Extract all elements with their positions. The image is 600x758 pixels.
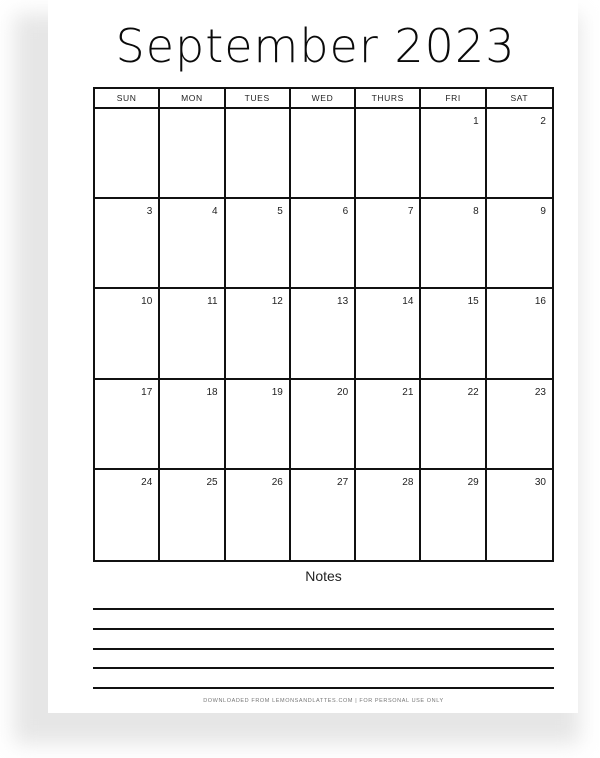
day-number: 5 [277, 206, 283, 218]
day-cell [487, 289, 552, 379]
empty-day-cell [356, 109, 421, 199]
day-number: 19 [271, 386, 283, 398]
day-number: 23 [534, 386, 546, 398]
day-cell [226, 289, 291, 379]
day-number: 29 [467, 476, 479, 488]
day-cell [291, 470, 356, 560]
day-number: 18 [206, 386, 218, 398]
calendar-grid [93, 87, 554, 562]
day-cell [226, 380, 291, 470]
day-cell [487, 380, 552, 470]
weekday-header: MON [160, 89, 225, 109]
day-cell [95, 289, 160, 379]
day-number: 10 [141, 296, 153, 308]
day-number: 17 [141, 386, 153, 398]
day-cell [487, 199, 552, 289]
day-number: 7 [407, 206, 414, 218]
day-number: 6 [342, 206, 349, 218]
day-number: 22 [467, 386, 479, 398]
day-number: 3 [146, 206, 153, 218]
notes-title: Notes [305, 568, 342, 584]
day-cell [356, 380, 421, 470]
day-number: 30 [534, 476, 546, 488]
day-cell [160, 470, 225, 560]
day-cell [291, 380, 356, 470]
day-cell [421, 470, 486, 560]
weekday-header: THURS [356, 89, 421, 109]
day-number: 11 [207, 296, 218, 308]
note-line [93, 628, 554, 630]
day-number: 15 [467, 296, 479, 308]
day-number: 14 [402, 296, 414, 308]
day-cell [95, 199, 160, 289]
day-cell [421, 380, 486, 470]
day-number: 28 [402, 476, 414, 488]
day-number: 27 [337, 476, 349, 488]
day-number: 1 [473, 116, 479, 127]
weekday-header: TUES [226, 89, 291, 109]
note-line [93, 608, 554, 610]
day-number: 8 [473, 206, 479, 218]
day-cell [487, 109, 552, 199]
day-number: 16 [534, 296, 546, 308]
day-cell [160, 380, 225, 470]
day-cell [226, 470, 291, 560]
note-line [93, 667, 554, 669]
empty-day-cell [160, 109, 225, 199]
note-line [93, 648, 554, 650]
day-number: 13 [337, 296, 349, 308]
day-cell [160, 289, 225, 379]
day-cell [95, 380, 160, 470]
day-number: 12 [271, 296, 283, 308]
day-cell [421, 109, 486, 199]
day-cell [421, 199, 486, 289]
empty-day-cell [226, 109, 291, 199]
page-title: September 2023 [115, 19, 516, 73]
day-number: 20 [337, 386, 349, 398]
empty-day-cell [95, 109, 160, 199]
day-number: 2 [540, 116, 546, 127]
empty-day-cell [291, 109, 356, 199]
day-cell [95, 470, 160, 560]
day-number: 21 [402, 386, 414, 398]
day-cell [226, 199, 291, 289]
day-cell [421, 289, 486, 379]
note-line [93, 687, 554, 689]
day-cell [356, 470, 421, 560]
day-cell [160, 199, 225, 289]
weekday-header: WED [291, 89, 356, 109]
weekday-header: SAT [487, 89, 552, 109]
day-cell [487, 470, 552, 560]
weekday-header: FRI [421, 89, 486, 109]
footer-credit: DOWNLOADED FROM LEMONSANDLATTES.COM | FOR PERSONAL USE ONLY [203, 698, 444, 704]
day-number: 24 [141, 476, 153, 488]
day-number: 9 [540, 206, 546, 218]
day-number: 25 [206, 476, 218, 488]
day-number: 26 [271, 476, 283, 488]
day-cell [291, 289, 356, 379]
weekday-header: SUN [95, 89, 160, 109]
day-cell [356, 199, 421, 289]
day-cell [291, 199, 356, 289]
day-cell [356, 289, 421, 379]
day-number: 4 [212, 206, 218, 218]
